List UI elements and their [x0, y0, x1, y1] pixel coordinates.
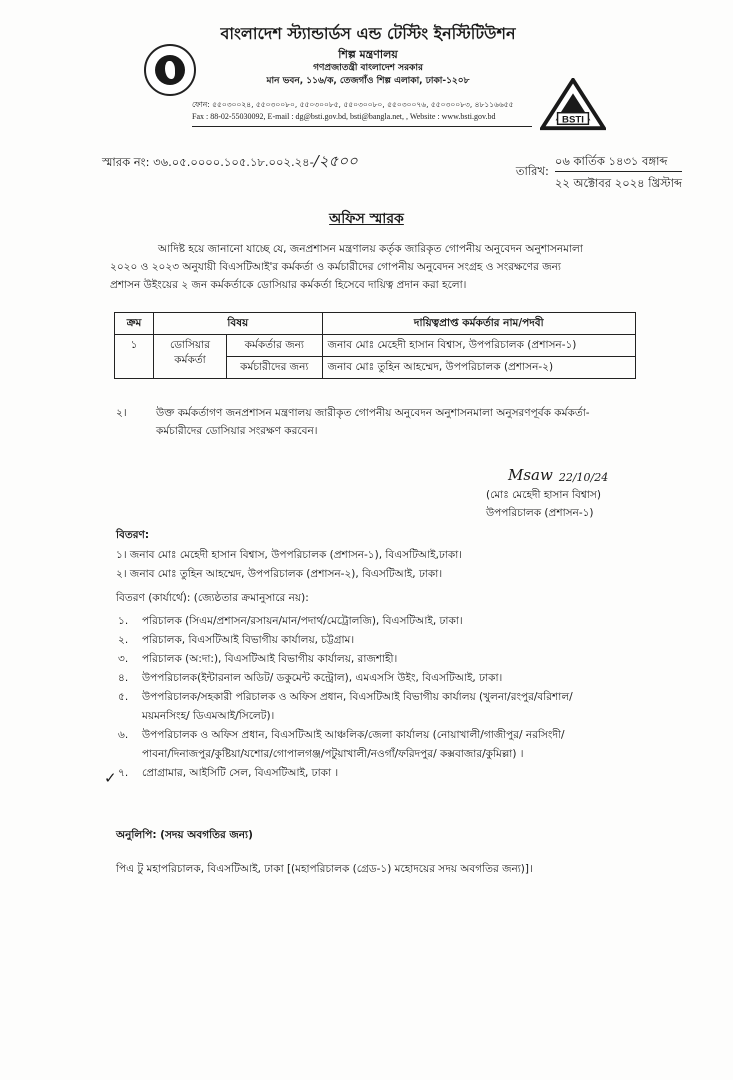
row-sub: কর্মচারীদের জন্য [227, 357, 323, 379]
distribution-item: ১। জনাব মোঃ মেহেদী হাসান বিশ্বাস, উপপরিচালক (প্রশাসন-১), বিএসটিআই,ঢাকা। [116, 549, 463, 561]
memo-reference [102, 152, 358, 171]
date-gregorian: ২২ অক্টোবর ২০২৪ খ্রিস্টাব্দ [554, 176, 682, 190]
signature-block [486, 462, 666, 522]
paragraph-2 [116, 404, 676, 440]
ref-number: ৩৬.০৫.০০০০.১০৫.১৮.০০২.২৪- [153, 155, 314, 169]
para2-line1: উক্ত কর্মকর্তাগণ জনপ্রশাসন মন্ত্রণালয় জারীকৃত গোপনীয় অনুবেদন অনুশাসনমালা অনুসরণপূর্বক কর্মকর্তা- [156, 407, 590, 419]
phone-numbers: ফোন: ৫৫০৩০০২৪, ৫৫০৩০০৮০, ৫৫০৩০০৮৫, ৫৫০৩০০৮০, ৫৫০৩০০৭৬, ৫৫০৩০০৮৩, ৪৮১১৬৬৫৫ [192, 100, 514, 109]
letterhead-text [198, 26, 538, 88]
signature-date: 22/10/24 [558, 471, 609, 484]
paragraph-1 [110, 240, 670, 294]
signer-designation: উপপরিচালক (প্রশাসন-১) [486, 507, 594, 519]
address: মান ভবন, ১১৬/ক, তেজগাঁও শিল্প এলাকা, ঢাকা-১২০৮ [266, 76, 470, 86]
list-item: ৫. উপপরিচালক/সহকারী পরিচালক ও অফিস প্রধান, বিএসটিআই বিভাগীয় কার্যালয় (খুলনা/রংপুর/বরিশাল/ [118, 691, 573, 703]
row-officer: জনাব মোঃ মেহেদী হাসান বিশ্বাস, উপপরিচালক (প্রশাসন-১) [322, 335, 635, 357]
checkmark-icon: ✓ [104, 769, 117, 787]
row-serial: ১ [115, 335, 154, 379]
row-officer: জনাব মোঃ তুহিন আহম্মেদ, উপপরিচালক (প্রশাসন-২) [322, 357, 635, 379]
row-subject: ডোসিয়ার কর্মকর্তা [154, 335, 227, 379]
header-serial: ক্রম [115, 313, 154, 335]
ref-label: স্মারক নং: [102, 155, 150, 169]
org-name: বাংলাদেশ স্ট্যান্ডার্ডস এন্ড টেস্টিং ইনস্টিটিউশন [220, 24, 516, 43]
list-item: ২. পরিচালক, বিএসটিআই বিভাগীয় কার্যালয়, চট্টগ্রাম। [118, 634, 355, 646]
distribution-item: ২। জনাব মোঃ তুহিন আহম্মেদ, উপপরিচালক (প্রশাসন-২), বিএসটিআই, ঢাকা। [116, 568, 443, 580]
list-item: ৩. পরিচালক (অ:দা:), বিএসটিআই বিভাগীয় কার্যালয়, রাজশাহী। [118, 653, 398, 665]
government: গণপ্রজাতন্ত্রী বাংলাদেশ সরকার [313, 63, 423, 73]
contact-info: Fax : 88-02-55030092, E-mail : dg@bsti.gov.bd, bsti@bangla.net, , Website : www.bsti.gov.bd [192, 112, 496, 121]
para2-line2: কর্মচারীদের ডোসিয়ার সংরক্ষণ করবেন। [156, 425, 318, 437]
distribution-action-heading: বিতরণ (কার্যার্থে): (জ্যেষ্ঠতার ক্রমানুসারে নয়): [116, 592, 309, 604]
bsti-logo-icon [540, 78, 606, 132]
letterhead [140, 26, 620, 144]
distribution-heading: বিতরণ: [116, 529, 150, 541]
row-sub: কর্মকর্তার জন্য [227, 335, 323, 357]
date-label: তারিখ: [515, 163, 549, 178]
list-item: ৪. উপপরিচালক(ইন্টারনাল অডিট/ ডকুমেন্ট কন্ট্রোল), এমএসসি উইং, বিএসটিআই, ঢাকা। [118, 672, 503, 684]
assignment-table [114, 312, 636, 379]
para1-line1: আদিষ্ট হয়ে জানানো যাচ্ছে যে, জনপ্রশাসন মন্ত্রণালয় কর্তৃক জারিকৃত গোপনীয় অনুবেদন অনুশাসনমালা [158, 243, 583, 255]
para2-number: ২। [116, 407, 127, 419]
header-subject: বিষয় [154, 313, 323, 335]
list-item: ১. পরিচালক (সিএম/প্রশাসন/রসায়ন/মান/পদার্থ/মেট্রোলজি), বিএসটিআই, ঢাকা। [118, 615, 463, 627]
ministry: শিল্প মন্ত্রণালয় [338, 48, 398, 61]
table-row [115, 335, 636, 357]
list-item: ৬. উপপরিচালক ও অফিস প্রধান, বিএসটিআই আঞ্চলিক/জেলা কার্যালয় (নোয়াখালী/গাজীপুর/ নরসিংদী/ [118, 729, 565, 741]
distribution-action-list [118, 612, 698, 783]
header-officer: দায়িত্বপ্রাপ্ত কর্মকর্তার নাম/পদবী [322, 313, 635, 335]
para1-line2: ২০২০ ও ২০২৩ অনুযায়ী বিএসটিআই'র কর্মকর্তা ও কর্মচারীদের গোপনীয় অনুবেদন সংগ্রহ ও সংরক্ষণের জন্য [110, 261, 561, 273]
ref-handwritten: /২৫০০ [313, 152, 358, 170]
list-item: ৭. প্রোগ্রামার, আইসিটি সেল, বিএসটিআই, ঢাকা । [118, 767, 339, 779]
list-item-continued: পাবনা/দিনাজপুর/কুষ্টিয়া/যশোর/গোপালগঞ্জ/পটুয়াখালী/নওগাঁ/ফরিদপুর/ কক্সবাজার/কুমিল্লা) । [142, 748, 524, 760]
list-item-continued: ময়মনসিংহ/ ডিএমআই/সিলেট)। [142, 710, 275, 722]
signature: Msaw [508, 466, 553, 484]
para1-line3: প্রশাসন উইংয়ের ২ জন কর্মকর্তাকে ডোসিয়ার কর্মকর্তা হিসেবে দায়িত্ব প্রদান করা হলো। [110, 279, 467, 291]
memo-title: অফিস স্মারক [329, 211, 404, 227]
bsti-logo-text: BSTI [562, 114, 584, 126]
copy-line: পিএ টু মহাপরিচালক, বিএসটিআই, ঢাকা [(মহাপরিচালক (গ্রেড-১) মহোদয়ের সদয় অবগতির জন্য)]। [116, 863, 533, 875]
date-bangla: ০৬ কার্তিক ১৪৩১ বঙ্গাব্দ [555, 152, 682, 172]
copy-heading: অনুলিপি: (সদয় অবগতির জন্য) [116, 829, 253, 841]
government-seal-icon [144, 44, 196, 96]
signer-name: (মোঃ মেহেদী হাসান বিশ্বাস) [486, 489, 601, 501]
memo-meta-row [102, 152, 682, 192]
header-divider [192, 126, 532, 127]
memo-date [516, 152, 682, 192]
table-header-row [115, 313, 636, 335]
